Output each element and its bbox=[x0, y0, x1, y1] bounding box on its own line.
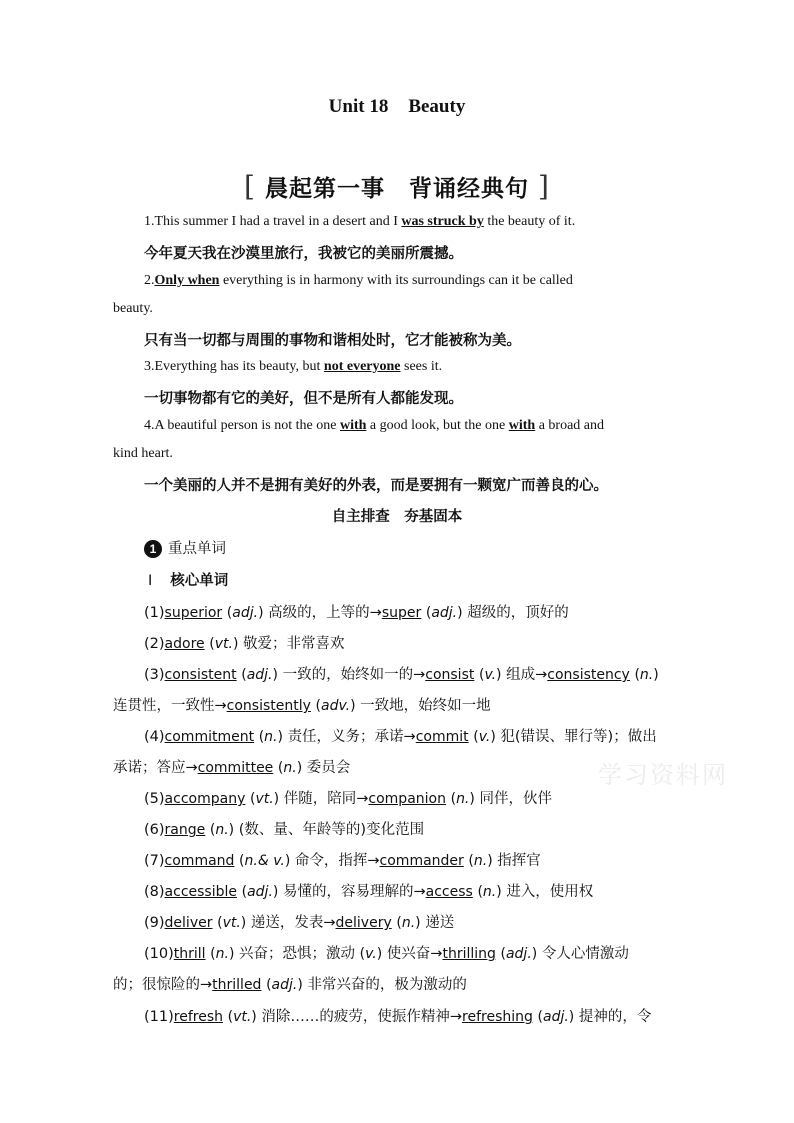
item-number: (7) bbox=[144, 853, 165, 869]
part-of-speech: n. bbox=[264, 729, 278, 745]
item-number: (10) bbox=[144, 946, 174, 962]
part-of-speech: adj. bbox=[431, 605, 458, 621]
part-of-speech: v. bbox=[478, 729, 491, 745]
vocab-word: consist bbox=[425, 667, 475, 683]
sentence-2-en-cont: beauty. bbox=[113, 301, 153, 316]
vocab-word: range bbox=[164, 822, 206, 838]
meaning: 使兴奋→ bbox=[386, 946, 443, 962]
vocab-word: command bbox=[164, 853, 235, 869]
part-of-speech: v. bbox=[484, 667, 497, 683]
item-number: (9) bbox=[144, 915, 165, 931]
part-of-speech: adj. bbox=[542, 1009, 569, 1025]
meaning: 的；很惊险的→ bbox=[113, 977, 213, 993]
key-phrase: with bbox=[339, 418, 367, 433]
meaning: 进入，使用权 bbox=[506, 884, 594, 900]
part-of-speech: vt. bbox=[233, 1009, 252, 1025]
meaning: 易懂的，容易理解的→ bbox=[282, 884, 426, 900]
meaning: 超级的，顶好的 bbox=[467, 605, 569, 621]
sentence-text: the beauty of it. bbox=[483, 214, 576, 229]
vocab-item: (10)thrill (n.) 兴奋；恐惧；激动 (v.) 使兴奋→thrilling (adj.) 令人心情激动 bbox=[144, 946, 629, 962]
part-of-speech: adj. bbox=[232, 605, 259, 621]
vocab-item: (1)superior (adj.) 高级的，上等的→super (adj.) 超级的，顶好的 bbox=[144, 605, 569, 621]
vocab-word: committee bbox=[197, 760, 274, 776]
part-of-speech: vt. bbox=[214, 636, 233, 652]
meaning: 命令，指挥→ bbox=[294, 853, 380, 869]
part-label: 重点单词 bbox=[168, 541, 226, 557]
sentence-4-en bbox=[144, 418, 604, 434]
meaning: 组成→ bbox=[506, 667, 548, 683]
item-number: (6) bbox=[144, 822, 165, 838]
vocab-word: super bbox=[381, 605, 422, 621]
sentence-number: 4. bbox=[144, 418, 155, 433]
roman-numeral: Ⅰ bbox=[148, 573, 153, 589]
key-phrase: not everyone bbox=[323, 359, 401, 374]
sentence-text: This summer I had a travel in a desert and I bbox=[154, 214, 402, 229]
item-number: (2) bbox=[144, 636, 165, 652]
vocab-item-cont: 的；很惊险的→thrilled (adj.) 非常兴奋的，极为激动的 bbox=[113, 977, 467, 993]
key-phrase: Only when bbox=[154, 273, 220, 288]
sentence-text: Everything has its beauty, but bbox=[154, 359, 324, 374]
item-number: (5) bbox=[144, 791, 165, 807]
vocab-word: thrilled bbox=[212, 977, 262, 993]
vocab-word: superior bbox=[164, 605, 223, 621]
part-of-speech: n. bbox=[456, 791, 470, 807]
part-heading bbox=[144, 537, 226, 558]
vocab-word: accompany bbox=[164, 791, 246, 807]
vocab-word: commit bbox=[415, 729, 469, 745]
sentence-2-zh: 只有当一切都与周围的事物和谐相处时，它才能被称为美。 bbox=[144, 333, 521, 349]
vocab-word: consistent bbox=[164, 667, 237, 683]
vocab-word: commander bbox=[379, 853, 464, 869]
vocab-word: deliver bbox=[164, 915, 213, 931]
sentence-1-zh: 今年夏天我在沙漠里旅行，我被它的美丽所震撼。 bbox=[144, 246, 463, 262]
meaning: 一致地，始终如一地 bbox=[360, 698, 491, 714]
vocab-item: (2)adore (vt.) 敬爱；非常喜欢 bbox=[144, 636, 345, 652]
meaning: 高级的，上等的→ bbox=[268, 605, 382, 621]
vocab-item: (7)command (n.& v.) 命令，指挥→commander (n.) 指挥官 bbox=[144, 853, 541, 869]
part-of-speech: n.& v. bbox=[244, 853, 285, 869]
item-number: (4) bbox=[144, 729, 165, 745]
part-of-speech: adj. bbox=[505, 946, 532, 962]
bracket-right: ] bbox=[538, 170, 550, 203]
part-of-speech: adj. bbox=[271, 977, 298, 993]
part-of-speech: adj. bbox=[247, 884, 273, 900]
meaning: 递送，发表→ bbox=[250, 915, 336, 931]
part-of-speech: n. bbox=[215, 822, 229, 838]
item-number: (11) bbox=[144, 1009, 174, 1025]
vocab-item: (9)deliver (vt.) 递送，发表→delivery (n.) 递送 bbox=[144, 915, 455, 931]
part-of-speech: n. bbox=[283, 760, 297, 776]
vocab-item-cont: 连贯性，一致性→consistently (adv.) 一致地，始终如一地 bbox=[113, 698, 491, 714]
meaning: 消除……的疲劳，使振作精神→ bbox=[261, 1009, 463, 1025]
vocab-word: companion bbox=[368, 791, 446, 807]
section-banner bbox=[0, 170, 794, 203]
vocab-word: delivery bbox=[335, 915, 392, 931]
vocab-item: (8)accessible (adj.) 易懂的，容易理解的→access (n.) 进入，使用权 bbox=[144, 884, 594, 900]
item-number: (3) bbox=[144, 667, 165, 683]
key-phrase: with bbox=[508, 418, 536, 433]
vocab-word: commitment bbox=[164, 729, 255, 745]
part-of-speech: v. bbox=[365, 946, 377, 962]
unit-topic: Beauty bbox=[408, 96, 466, 117]
vocab-word: thrill bbox=[173, 946, 206, 962]
vocab-item-cont: 承诺；答应→committee (n.) 委员会 bbox=[113, 760, 351, 776]
sentence-text: A beautiful person is not the one bbox=[154, 418, 340, 433]
vocab-word: refresh bbox=[173, 1009, 223, 1025]
banner-text: 晨起第一事 背诵经典句 bbox=[265, 175, 529, 202]
meaning: 提神的，令 bbox=[578, 1009, 652, 1025]
meaning: 委员会 bbox=[306, 760, 351, 776]
meaning: 犯(错误、罪行等)；做出 bbox=[500, 729, 657, 745]
sentence-number: 1. bbox=[144, 214, 155, 229]
sentence-3-zh: 一切事物都有它的美好，但不是所有人都能发现。 bbox=[144, 391, 463, 407]
sentence-text: everything is in harmony with its surroundings can it be called bbox=[219, 273, 573, 288]
sentence-2-en bbox=[144, 273, 573, 289]
vocab-item: (3)consistent (adj.) 一致的，始终如一的→consist (v.) 组成→consistency (n.) bbox=[144, 667, 659, 683]
meaning: 伴随，陪同→ bbox=[283, 791, 369, 807]
part-of-speech: n. bbox=[639, 667, 654, 683]
page-title bbox=[0, 96, 794, 118]
sentence-number: 2. bbox=[144, 273, 155, 288]
part-of-speech: vt. bbox=[255, 791, 274, 807]
meaning: 非常兴奋的，极为激动的 bbox=[307, 977, 467, 993]
part-of-speech: adv. bbox=[321, 698, 351, 714]
vocab-item: (4)commitment (n.) 责任，义务；承诺→commit (v.) 犯(错误、罪行等)；做出 bbox=[144, 729, 657, 745]
sub-label: 核心单词 bbox=[170, 573, 229, 589]
vocab-item: (5)accompany (vt.) 伴随，陪同→companion (n.) 同伴，伙伴 bbox=[144, 791, 552, 807]
part-of-speech: vt. bbox=[222, 915, 241, 931]
vocab-word: access bbox=[425, 884, 473, 900]
sentence-text: a broad and bbox=[535, 418, 604, 433]
vocab-item: (6)range (n.) (数、量、年龄等的)变化范围 bbox=[144, 822, 425, 838]
sentence-number: 3. bbox=[144, 359, 155, 374]
vocab-word: thrilling bbox=[442, 946, 496, 962]
part-of-speech: adj. bbox=[246, 667, 273, 683]
meaning: 敬爱；非常喜欢 bbox=[243, 636, 345, 652]
vocab-word: consistency bbox=[547, 667, 630, 683]
key-phrase: was struck by bbox=[401, 214, 484, 229]
part-of-speech: n. bbox=[401, 915, 416, 931]
item-number: (8) bbox=[144, 884, 165, 900]
sub-heading bbox=[148, 569, 228, 590]
vocab-word: consistently bbox=[226, 698, 311, 714]
part-of-speech: n. bbox=[215, 946, 229, 962]
sentence-text: sees it. bbox=[400, 359, 443, 374]
meaning: 令人心情激动 bbox=[541, 946, 629, 962]
part-of-speech: n. bbox=[473, 853, 488, 869]
sentence-3-en bbox=[144, 359, 442, 375]
circled-number-icon: 1 bbox=[144, 540, 162, 558]
section-heading: 自主排查 夯基固本 bbox=[331, 509, 463, 525]
vocab-word: accessible bbox=[164, 884, 238, 900]
part-of-speech: n. bbox=[482, 884, 497, 900]
meaning: 递送 bbox=[425, 915, 455, 931]
meaning: 同伴，伙伴 bbox=[479, 791, 552, 807]
sentence-4-zh: 一个美丽的人并不是拥有美好的外表，而是要拥有一颗宽广而善良的心。 bbox=[144, 478, 608, 494]
meaning: 指挥官 bbox=[497, 853, 541, 869]
meaning: 责任，义务；承诺→ bbox=[287, 729, 416, 745]
vocab-item: (11)refresh (vt.) 消除……的疲劳，使振作精神→refreshing (adj.) 提神的，令 bbox=[144, 1009, 652, 1025]
bracket-left: [ bbox=[244, 170, 256, 203]
meaning: 承诺；答应→ bbox=[113, 760, 198, 776]
meaning: 一致的，始终如一的→ bbox=[282, 667, 426, 683]
unit-label: Unit 18 bbox=[328, 96, 389, 117]
meaning: 兴奋；恐惧；激动 bbox=[239, 946, 356, 962]
meaning: 连贯性，一致性→ bbox=[113, 698, 227, 714]
sentence-4-en-cont: kind heart. bbox=[113, 446, 173, 461]
sentence-text: a good look, but the one bbox=[366, 418, 509, 433]
sentence-1-en bbox=[144, 214, 575, 230]
watermark: 学习资料网 bbox=[598, 761, 728, 789]
item-number: (1) bbox=[144, 605, 165, 621]
meaning: (数、量、年龄等的)变化范围 bbox=[238, 822, 425, 838]
vocab-word: adore bbox=[164, 636, 205, 652]
vocab-word: refreshing bbox=[462, 1009, 533, 1025]
